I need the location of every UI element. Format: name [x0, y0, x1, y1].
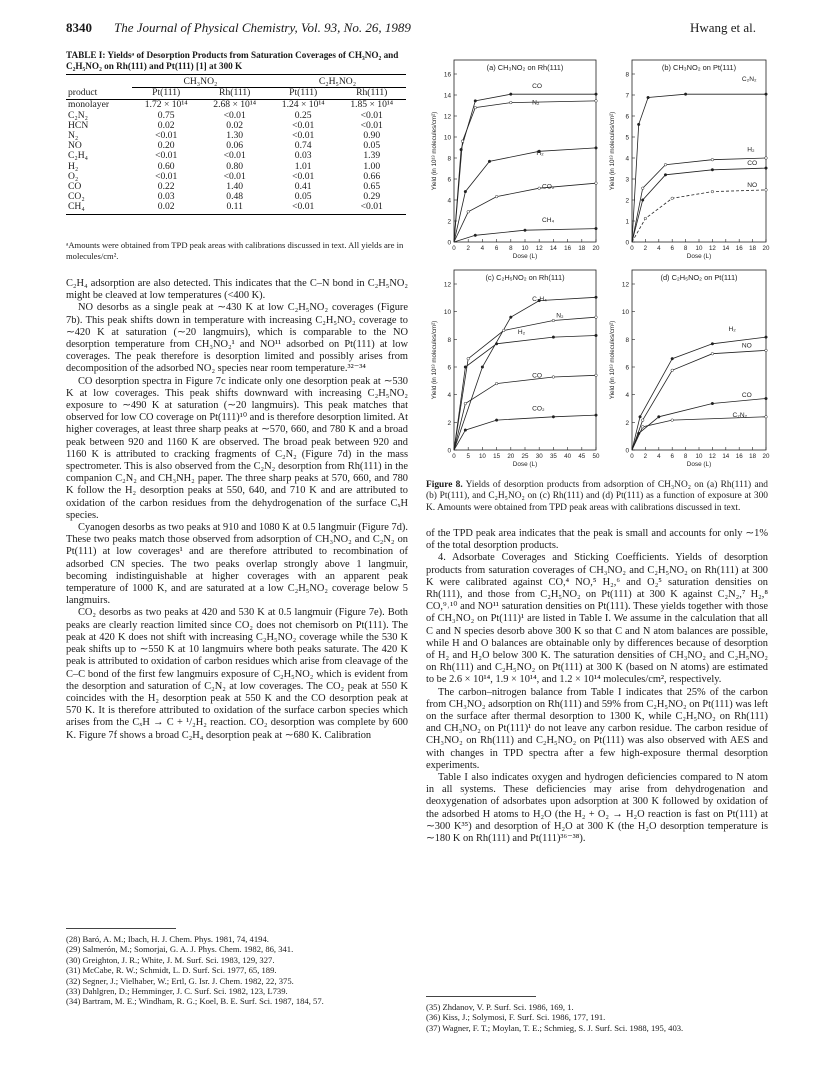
x-tick-label: 16: [564, 245, 572, 252]
curve-label: CO: [747, 160, 758, 168]
x-tick-label: 10: [695, 453, 703, 460]
data-point: [552, 319, 555, 322]
paragraph: The carbon–nitrogen balance from Table I indicates that 25% of the carbon from CH₃NO₂ adsorption on Rh(111) and 59% from C₂H₅NO₂ on Pt(111) was left on the surface after thermal desorption to 1300 K, while C₂H₅NO₂ on Rh(111) and CH₃NO₂ on Pt(111)¹ do not leave any carbon residue. The carbon residue of CH₃NO₂ on Rh(111) and C₂H₅NO₂ on Pt(111) was also observed with AES and with changes in TPD spectra after a few high-exposure thermal desorption experiments.: [426, 686, 768, 771]
references-left: [66, 934, 408, 1007]
figure-caption-text: Yields of desorption products from adsorption of CH₃NO₂ on (a) Rh(111) and (b) Pt(111), and C₂H₅NO₂ on (c) Rh(111) and (d) Pt(111) as a function of exposure at 300 K. Amounts were obtained from TPD peak areas with calibrations discussed in text.: [426, 480, 768, 513]
data-point: [684, 93, 687, 96]
table-cell: <0.01: [292, 170, 315, 182]
table-cell: 1.39: [363, 150, 381, 162]
table-column-header: Rh(111): [337, 88, 406, 100]
y-tick-label: 8: [447, 155, 451, 163]
y-axis-label: Yield (in 10¹³ molecules/cm²): [431, 320, 438, 400]
table-cell: 0.74: [294, 140, 312, 152]
figure-panel: [431, 60, 600, 260]
data-point: [524, 229, 527, 232]
x-tick-label: 45: [578, 453, 586, 460]
data-point: [765, 167, 768, 170]
data-point: [464, 366, 467, 369]
panel-title: (c) C₂H₅NO₂ on Rh(111): [485, 273, 565, 282]
y-tick-label: 12: [443, 281, 451, 289]
reference-item: (30) Greighton, J. R.; White, J. M. Surf. Sci. 1983, 129, 327.: [66, 954, 275, 965]
data-point: [467, 357, 470, 360]
y-tick-label: 8: [625, 336, 629, 344]
data-point: [765, 336, 768, 339]
table-cell: 0.03: [157, 191, 175, 203]
x-tick-label: 8: [683, 453, 688, 460]
data-point: [641, 419, 644, 422]
table-row-label: N₂: [68, 130, 79, 142]
table-cell: 1.00: [363, 160, 381, 172]
paragraph: Table I also indicates oxygen and hydrogen deficiencies compared to N atom in all systems. These deficiencies may arise from dehydrogenation and deoxygenation of adsorbates upon adsorption at 300 K followed by oxidation of the adsorbed H atoms to H₂O (the H₂ + O₂ → H₂O reaction is fast on Pt(111) at ∼300 K³⁵) and desorption of H₂O at 300 K (the H₂O desorption temperature is ∼180 K on Rh(111) and Pt(111)³⁶⁻³⁸).: [426, 772, 768, 845]
x-tick-label: 40: [564, 453, 572, 460]
y-tick-label: 1: [625, 218, 629, 226]
data-point: [641, 425, 644, 428]
x-tick-label: 6: [670, 453, 674, 460]
table-row-label: HCN: [68, 119, 89, 131]
data-point: [595, 100, 598, 103]
data-point: [510, 101, 513, 104]
reference-item: (36) Kiss, J.; Solymosi, F. Surf. Sci. 1986, 177, 191.: [426, 1012, 606, 1023]
table-cell: 0.22: [157, 181, 175, 193]
x-tick-label: 2: [643, 245, 648, 252]
table-cell: 0.66: [363, 170, 381, 182]
y-tick-label: 4: [447, 197, 451, 205]
reference-item: (33) Dahlgren, D.; Hemminger, J. C. Surf. Sci. 1982, 123, L739.: [66, 986, 288, 997]
data-point: [510, 93, 513, 96]
figure-panel: [431, 270, 600, 468]
data-point: [481, 366, 484, 369]
table-row-label: C₂H₄: [68, 150, 89, 162]
table-cell: 0.20: [157, 140, 175, 152]
y-tick-label: 14: [443, 92, 451, 100]
curve-label: CO: [741, 392, 752, 400]
data-point: [711, 352, 714, 355]
y-tick-label: 2: [447, 419, 451, 427]
curve-label: C₂N₂: [732, 412, 748, 420]
table-cell: 0.05: [294, 191, 312, 203]
data-point: [552, 336, 555, 339]
data-point: [711, 190, 714, 193]
data-point: [464, 190, 467, 193]
data-curve: [454, 101, 596, 242]
y-tick-label: 2: [447, 218, 451, 226]
data-point: [467, 210, 470, 213]
x-tick-label: 0: [630, 453, 634, 460]
figure-caption: [426, 480, 768, 514]
figure-panel: [609, 60, 770, 260]
table-cell: 0.75: [157, 109, 175, 121]
table-cell: 0.41: [294, 181, 312, 193]
curve-label: CH₄: [542, 217, 555, 225]
table-cell: 0.60: [157, 160, 175, 172]
data-point: [464, 429, 467, 432]
curve-label: N₂: [532, 99, 540, 107]
table-cell: 0.90: [363, 130, 381, 142]
data-curve: [454, 415, 596, 450]
table-row-label: NO: [68, 140, 82, 152]
table-row-label: CH₄: [66, 202, 132, 214]
y-tick-label: 16: [443, 71, 451, 79]
x-axis-label: Dose (L): [686, 253, 712, 260]
data-point: [488, 160, 491, 163]
curve-label: N₂: [556, 312, 564, 320]
y-tick-label: 2: [625, 197, 629, 205]
table-column-header: Pt(111): [132, 88, 201, 100]
table-header-spacer: [66, 75, 132, 88]
x-tick-label: 15: [493, 453, 501, 460]
data-point: [641, 187, 644, 190]
x-tick-label: 4: [657, 245, 661, 252]
table-row: [66, 100, 406, 111]
table-cell: 0.02: [132, 202, 201, 214]
data-curve: [632, 168, 766, 242]
data-point: [595, 227, 598, 230]
table-title: TABLE I: Yieldsᵃ of Desorption Products from Saturation Coverages of CH₃NO₂ and C₂H₅NO₂ on Rh(111) and Pt(111) [1] at 300 K: [66, 50, 399, 71]
table-cell: <0.01: [360, 119, 383, 131]
data-point: [552, 376, 555, 379]
table-cell: <0.01: [223, 109, 246, 121]
x-tick-label: 5: [466, 453, 470, 460]
x-tick-label: 6: [670, 245, 674, 252]
curve-label: CO: [532, 82, 542, 90]
y-tick-label: 6: [625, 113, 629, 121]
curve-label: H₂: [517, 329, 526, 337]
x-tick-label: 10: [478, 453, 486, 460]
y-tick-label: 10: [621, 309, 629, 317]
table-cell: <0.01: [292, 130, 315, 142]
curve-label: C₂N₂: [741, 76, 757, 84]
x-tick-label: 20: [507, 453, 515, 460]
data-point: [671, 369, 674, 372]
y-tick-label: 12: [443, 113, 451, 121]
data-point: [711, 168, 714, 171]
left-body-column: [66, 278, 408, 742]
data-point: [658, 416, 661, 419]
curve-label: CO: [532, 372, 542, 380]
y-tick-label: 6: [447, 176, 451, 184]
table-cell: 0.80: [226, 160, 244, 172]
y-tick-label: 3: [625, 176, 629, 184]
curve-label: CO₂: [532, 405, 545, 413]
yields-table: [66, 74, 406, 215]
curve-label: C₂H₄: [532, 295, 547, 303]
table-cell: 0.25: [294, 109, 312, 121]
references-rule-left: [66, 928, 176, 929]
data-point: [765, 157, 768, 160]
data-curve: [632, 417, 766, 450]
reference-item: (29) Salmerón, M.; Somorjai, G. A. J. Phys. Chem. 1982, 86, 341.: [66, 944, 294, 955]
y-axis-label: Yield (in 10¹³ molecules/cm²): [609, 320, 616, 400]
data-point: [495, 419, 498, 422]
panel-frame: [454, 60, 596, 242]
x-tick-label: 25: [521, 453, 529, 460]
table-column-header: Rh(111): [200, 88, 269, 100]
data-curve: [454, 317, 596, 450]
data-point: [595, 334, 598, 337]
table-row-label: CO₂: [68, 191, 85, 203]
data-point: [461, 140, 464, 143]
data-point: [502, 329, 505, 332]
paragraph: of the TPD peak area indicates that the peak is small and accounts for only ∼1% of the total desorption products.: [426, 528, 768, 552]
x-tick-label: 18: [749, 453, 757, 460]
y-axis-label: Yield (in 10¹³ molecules/cm²): [609, 111, 616, 191]
data-point: [464, 402, 467, 405]
data-curve: [454, 375, 596, 450]
y-tick-label: 6: [625, 364, 629, 372]
x-tick-label: 0: [452, 245, 456, 252]
y-tick-label: 7: [625, 92, 629, 100]
x-tick-label: 12: [708, 453, 716, 460]
table-cell: 0.48: [226, 191, 244, 203]
paragraph: CO₂ desorbs as two peaks at 420 and 530 K at 0.5 langmuir (Figure 7e). Both peaks are clearly reaction limited since CO₂ does not chemisorb on Pt(111). The peak at 420 K does not shift with increasing C₂H₅NO₂ coverage while the 530 K peak shifts up to ∼550 K at 10 langmuirs where both peaks saturate. The 420 K peak is attributed to oxidation of carbon residues which arise from cleavage of the C–C bond of the first few langmuirs exposure of C₂H₅NO₂ which is evident from the desorption and saturation of C₂N₂ at low coverages. The CO₂ peak at 550 K coincides with the H₂ desorption peak at 550 K and the CO desorption peak at 570 K. It is therefore attributed to oxidation of the surface carbon species which arises from the CₓH → C + ¹/₂H₂ reaction. CO₂ desorption was complete by 600 K. Figure 7f shows a broad C₂H₄ desorption peak at ∼680 K. Calibration: [66, 607, 408, 741]
table-cell: <0.01: [223, 150, 246, 162]
data-point: [595, 93, 598, 96]
x-tick-label: 18: [749, 245, 757, 252]
x-tick-label: 8: [509, 245, 513, 252]
data-point: [595, 374, 598, 377]
data-point: [671, 419, 674, 422]
x-tick-label: 20: [762, 245, 770, 252]
table-group-c2h5no2: C₂H₅NO₂: [269, 75, 406, 88]
table-cell: 1.85 × 10¹⁴: [350, 99, 394, 111]
panel-title: (a) CH₃NO₂ on Rh(111): [486, 63, 564, 72]
table-cell: 1.72 × 10¹⁴: [144, 99, 188, 111]
data-point: [765, 349, 768, 352]
data-point: [671, 197, 674, 200]
figure-caption-label: Figure 8.: [426, 480, 463, 490]
curve-label: NO: [741, 342, 752, 350]
table-cell: 1.40: [226, 181, 244, 193]
data-point: [671, 357, 674, 360]
y-tick-label: 0: [625, 447, 629, 455]
data-point: [711, 342, 714, 345]
x-tick-label: 4: [657, 453, 661, 460]
reference-item: (37) Wagner, F. T.; Moylan, T. E.; Schmieg, S. J. Surf. Sci. 1988, 195, 403.: [426, 1022, 684, 1033]
x-tick-label: 16: [735, 453, 743, 460]
table-cell: 1.24 × 10¹⁴: [281, 99, 325, 111]
x-tick-label: 35: [549, 453, 557, 460]
table-group-ch3no2: CH₃NO₂: [132, 75, 269, 88]
table-row-label: C₂N₂: [68, 109, 89, 121]
y-tick-label: 4: [625, 392, 629, 400]
reference-item: (31) McCabe, R. W.; Schmidt, L. D. Surf. Sci. 1977, 65, 189.: [66, 965, 277, 976]
x-tick-label: 8: [683, 245, 688, 252]
x-tick-label: 14: [722, 453, 730, 460]
curve-label: NO: [747, 181, 758, 189]
y-tick-label: 2: [625, 419, 629, 427]
data-point: [474, 234, 477, 237]
table-cell: <0.01: [269, 202, 338, 214]
x-tick-label: 2: [466, 245, 470, 252]
x-axis-label: Dose (L): [512, 461, 538, 468]
x-tick-label: 50: [592, 453, 600, 460]
paragraph: NO desorbs as a single peak at ∼430 K at low C₂H₅NO₂ coverages (Figure 7b). This peak shifts down in temperature with increasing C₂H₅NO₂ coverage to ∼420 K at saturation (∼20 langmuirs), which is comparable to the NO desorption temperature from CH₃NO₂¹ and NO¹¹ adsorbed on Pt(111) at low coverages. The peak therefore is desorption limited and possibly arises from decomposition of the adsorbed NO₂ species near room temperature.³²⁻³⁴: [66, 302, 408, 375]
y-tick-label: 5: [625, 134, 629, 142]
data-curve: [632, 399, 766, 451]
data-curve: [454, 94, 596, 242]
x-tick-label: 14: [549, 245, 557, 252]
table-cell: 0.11: [200, 202, 269, 214]
paragraph: 4. Adsorbate Coverages and Sticking Coefficients. Yields of desorption products from saturation coverages of CH₃NO₂ and C₂H₅NO₂ on Rh(111) at 300 K were calibrated against CO,⁴ NO,⁵ H₂,⁶ and O₂⁵ saturation densities on Rh(111), and those from C₂H₅NO₂ on Pt(111) at 300 K against C₂N₂,⁷ H₂,⁸ CO,⁹˒¹⁰ and NO¹¹ saturation densities on Pt(111). These yields together with those of CH₃NO₂ on Pt(111)¹ are listed in Table I. We assume in the calculation that all C and N species desorb above 300 K so that C and N atom balances are possible, while H and O balances are obtainable only by differences because of desorption of H₂ and H₂O below 300 K. The saturation densities of CH₃NO₂ and C₂H₅NO₂ on Rh(111) and C₂H₅NO₂ on Pt(111) at 300 K (based on N atoms) are estimated to be 2.6 × 10¹⁴, 1.9 × 10¹⁴, and 1.2 × 10¹⁴ molecules/cm², respectively.: [426, 552, 768, 686]
x-tick-label: 18: [578, 245, 586, 252]
data-curve: [632, 158, 766, 242]
x-tick-label: 12: [535, 245, 543, 252]
x-tick-label: 10: [521, 245, 529, 252]
data-point: [711, 158, 714, 161]
data-curve: [632, 94, 766, 242]
references-right: [426, 1002, 768, 1033]
y-tick-label: 8: [447, 336, 451, 344]
data-point: [664, 163, 667, 166]
panel-frame: [632, 60, 766, 242]
data-point: [637, 123, 640, 126]
table-cell: <0.01: [292, 119, 315, 131]
reference-item: (35) Zhdanov, V. P. Surf. Sci. 1986, 169, 1.: [426, 1002, 574, 1012]
data-point: [765, 93, 768, 96]
data-point: [552, 416, 555, 419]
paragraph: CO desorption spectra in Figure 7c indicate only one desorption peak at ∼530 K at low coverages. This peak shifts downward with increasing C₂H₅NO₂ exposure to ∼490 K at saturation (∼20 langmuirs). This peak matches that observed for low CO coverage on Pt(111)¹⁰ and is therefore desorption limited. At higher coverages, at least three sharp peaks at ∼570, 660, and 780 K and a broad peak between 920 and 1160 K are observed. The broad peak between 920 and 1160 K is attributed to cracking fragments of C₂N₂ (Figure 7d) in the mass spectrometer. This is also observed from the C₂N₂ desorption from Rh(111) in the companion C₂N₂ and CH₃NH₂ paper. The three sharp peaks at 570, 660, and 780 K follow the H₂ desorption peaks at 550, 640, and 710 K and are attributed to oxidation of the carbon residues from the dehydrogenation of the surface CₓH species.: [66, 375, 408, 521]
y-tick-label: 6: [447, 364, 451, 372]
data-point: [595, 414, 598, 417]
reference-item: (28) Baró, A. M.; Ibach, H. J. Chem. Phys. 1981, 74, 4194.: [66, 934, 269, 944]
data-point: [765, 189, 768, 192]
data-point: [510, 316, 513, 319]
table-row: [66, 202, 406, 214]
x-tick-label: 30: [535, 453, 543, 460]
data-point: [474, 100, 477, 103]
data-point: [495, 382, 498, 385]
x-tick-label: 0: [452, 453, 456, 460]
x-tick-label: 2: [643, 453, 648, 460]
table-cell: 1.01: [294, 160, 312, 172]
figure-panel: [609, 270, 770, 468]
data-point: [595, 296, 598, 299]
x-tick-label: 20: [762, 453, 770, 460]
curve-label: H₂: [728, 325, 736, 333]
x-axis-label: Dose (L): [686, 461, 712, 468]
table-cell: 0.02: [226, 119, 244, 131]
panel-title: (b) CH₃NO₂ on Pt(111): [661, 63, 737, 72]
data-point: [474, 106, 477, 109]
reference-item: (32) Segner, J.; Vielhaber, W.; Ertl, G. Isr. J. Chem. 1982, 22, 375.: [66, 975, 294, 986]
x-tick-label: 0: [630, 245, 634, 252]
table-cell: 0.02: [157, 119, 175, 131]
y-tick-label: 10: [443, 309, 451, 317]
curve-label: CO₂: [542, 183, 555, 191]
data-point: [664, 174, 667, 177]
journal-title: The Journal of Physical Chemistry, Vol. 93, No. 26, 1989: [114, 20, 411, 35]
references-rule-right: [426, 996, 536, 997]
data-curve: [454, 183, 596, 242]
x-tick-label: 16: [735, 245, 743, 252]
table-footnote: ᵃAmounts were obtained from TPD peak areas with calibrations discussed in text. All yields are in molecules/cm².: [66, 240, 404, 261]
x-tick-label: 12: [708, 245, 716, 252]
data-point: [595, 316, 598, 319]
right-body-column: [426, 528, 768, 845]
table-cell: 0.29: [363, 191, 381, 203]
curve-label: H₂: [747, 146, 755, 154]
curve-label: H₂: [536, 150, 544, 157]
data-point: [644, 217, 647, 220]
y-axis-label: Yield (in 10¹³ molecules/cm²): [431, 111, 438, 191]
data-point: [495, 342, 498, 345]
running-author: Hwang et al.: [689, 20, 756, 35]
table-cell: <0.01: [337, 202, 406, 214]
table-column-header: product: [66, 88, 132, 100]
page-number: 8340: [66, 20, 92, 35]
table-cell: 0.05: [363, 140, 381, 152]
y-tick-label: 0: [447, 239, 451, 247]
y-tick-label: 12: [621, 281, 629, 289]
y-tick-label: 10: [443, 134, 451, 142]
data-point: [595, 147, 598, 150]
table-cell: <0.01: [155, 170, 178, 182]
data-point: [495, 195, 498, 198]
data-curve: [632, 190, 766, 242]
reference-item: (34) Bartram, M. E.; Windham, R. G.; Koel, B. E. Surf. Sci. 1987, 184, 57.: [66, 996, 324, 1007]
table-cell: 0.06: [226, 140, 244, 152]
y-tick-label: 8: [625, 71, 629, 79]
data-point: [711, 402, 714, 405]
y-tick-label: 4: [625, 155, 629, 163]
x-axis-label: Dose (L): [512, 253, 538, 260]
data-point: [538, 187, 541, 190]
data-point: [765, 397, 768, 400]
paragraph: C₂H₄ adsorption are also detected. This indicates that the C–N bond in C₂H₅NO₂ might be cleaved at low temperatures (<400 K).: [66, 278, 408, 302]
table-row-label: monolayer: [68, 99, 110, 111]
y-tick-label: 0: [447, 447, 451, 455]
x-tick-label: 14: [722, 245, 730, 252]
figure-8: [418, 54, 770, 484]
panel-frame: [632, 270, 766, 450]
table-column-header: Pt(111): [269, 88, 338, 100]
table-cell: <0.01: [155, 150, 178, 162]
table-cell: 0.65: [363, 181, 381, 193]
table-row-label: O₂: [68, 170, 79, 182]
table-cell: 1.30: [226, 130, 244, 142]
table-row-label: CO: [68, 181, 82, 193]
y-tick-label: 0: [625, 239, 629, 247]
table-cell: <0.01: [223, 170, 246, 182]
data-curve: [454, 148, 596, 242]
table-cell: <0.01: [360, 109, 383, 121]
x-tick-label: 10: [695, 245, 703, 252]
panel-title: (d) C₂H₅NO₂ on Pt(111): [660, 273, 738, 282]
data-point: [647, 96, 650, 99]
table-cell: <0.01: [155, 130, 178, 142]
data-point: [641, 199, 644, 202]
data-point: [595, 182, 598, 185]
y-tick-label: 4: [447, 392, 451, 400]
table-row-label: H₂: [68, 160, 79, 172]
data-point: [639, 416, 642, 419]
x-tick-label: 6: [494, 245, 499, 252]
data-point: [765, 416, 768, 419]
x-tick-label: 4: [480, 245, 485, 252]
paragraph: Cyanogen desorbs as two peaks at 910 and 1080 K at 0.5 langmuir (Figure 7d). These two peaks match those observed from adsorption of CH₃NO₂ and C₂N₂ on Pt(111) at low coverages¹ and are therefore attributed to recombination of adsorbed CN species. The two peaks overlap strongly above 1 langmuir, becoming indistinguishable at higher coverages with an apparent peak temperature of 1000 K, and are saturated at a low C₂H₅NO₂ coverage below 5 langmuirs.: [66, 522, 408, 607]
x-tick-label: 20: [592, 245, 600, 252]
table-cell: 0.03: [294, 150, 312, 162]
table-cell: 2.68 × 10¹⁴: [213, 99, 257, 111]
